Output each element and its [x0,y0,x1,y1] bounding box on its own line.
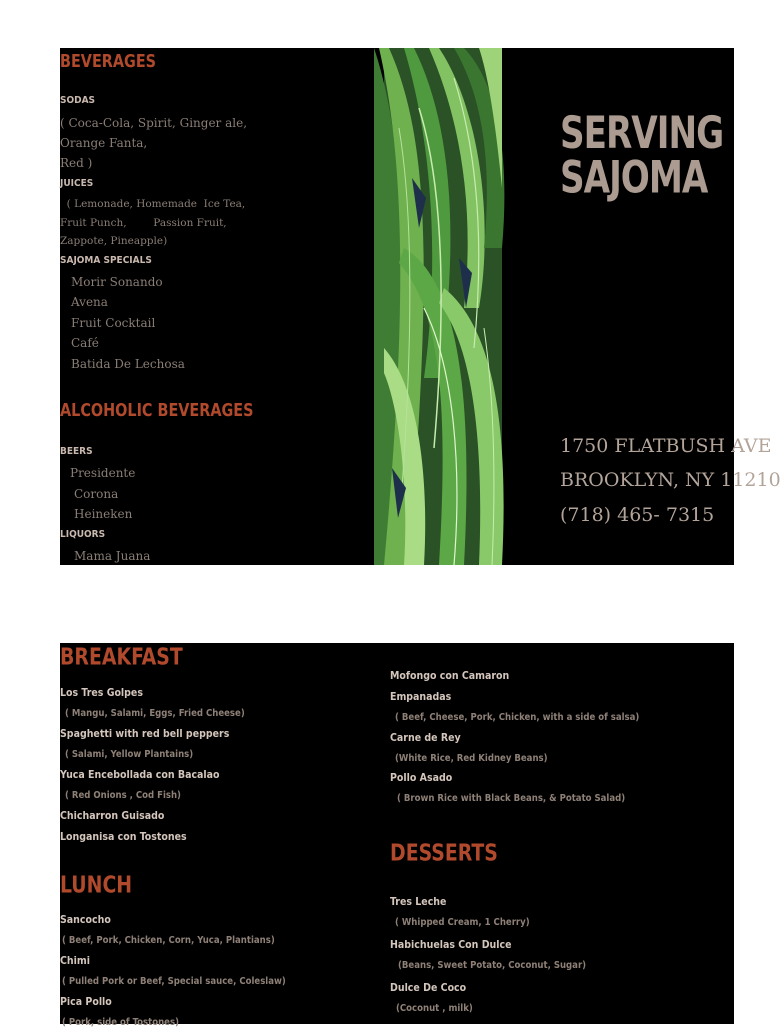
lunch-item: Pica Pollo [60,996,112,1008]
phone-number: (718) 465- 7315 [560,504,715,526]
special-item: Morir Sonando [71,275,163,289]
menu-food-panel [60,643,734,1028]
liquors-label: LIQUORS [60,529,106,540]
restaurant-name-line-2: SAJOMA [560,151,708,204]
special-item: Avena [71,295,108,309]
breakfast-item: Yuca Encebollada con Bacalao [60,769,220,781]
lunch-item: Empanadas [390,691,452,703]
lunch-item: Carne de Rey [390,732,461,744]
restaurant-name-line-1: SERVING [560,106,724,159]
breakfast-item-desc: ( Salami, Yellow Plantains) [65,749,194,760]
liquor-item: Mama Juana [74,549,151,563]
special-item: Batida De Lechosa [71,357,185,371]
sodas-line-1: ( Coca-Cola, Spirit, Ginger ale, [60,116,248,130]
menu-cover-panel [60,48,781,565]
lunch-item-desc: ( Beef, Pork, Chicken, Corn, Yuca, Plantians) [62,935,275,946]
beverages-heading: BEVERAGES [60,50,157,72]
beers-label: BEERS [60,446,93,457]
juices-line-1: ( Lemonade, Homemade Ice Tea, [60,198,246,210]
dessert-item: Habichuelas Con Dulce [390,939,512,951]
dessert-item-desc: (Beans, Sweet Potato, Coconut, Sugar) [398,960,587,971]
breakfast-item: Longanisa con Tostones [60,831,187,843]
lunch-item: Pollo Asado [390,772,453,784]
lunch-item-desc: ( Pork, side of Tostones) [62,1017,179,1028]
special-item: Café [71,336,99,350]
lunch-item: Mofongo con Camaron [390,670,510,682]
breakfast-item: Chicharron Guisado [60,810,165,822]
lunch-item-desc: ( Pulled Pork or Beef, Special sauce, Coleslaw) [62,976,286,987]
street-address: 1750 FLATBUSH AVE [560,435,772,457]
dessert-item-desc: (Coconut , milk) [396,1003,473,1014]
lunch-item-desc: ( Beef, Cheese, Pork, Chicken, with a side of salsa) [395,712,640,723]
special-item: Fruit Cocktail [71,316,156,330]
breakfast-item: Spaghetti with red bell peppers [60,728,230,740]
sodas-line-2: Orange Fanta, [60,136,148,150]
dessert-item-desc: ( Whipped Cream, 1 Cherry) [395,917,530,928]
lunch-item-desc: (White Rice, Red Kidney Beans) [395,753,548,764]
beer-item: Corona [74,487,119,501]
desserts-heading: DESSERTS [390,839,498,866]
sodas-line-3: Red ) [60,156,93,170]
banana-leaf-image [384,48,502,565]
breakfast-item-desc: ( Mangu, Salami, Eggs, Fried Cheese) [65,708,245,719]
beer-item: Presidente [70,466,136,480]
lunch-item-desc: ( Brown Rice with Black Beans, & Potato Salad) [397,793,626,804]
dessert-item: Tres Leche [390,896,447,908]
lunch-item: Sancocho [60,914,111,926]
sodas-label: SODAS [60,95,96,106]
juices-label: JUICES [60,178,94,189]
breakfast-heading: BREAKFAST [60,643,183,670]
banana-leaf-illustration [384,48,502,565]
restaurant-name [560,106,724,204]
breakfast-item-desc: ( Red Onions , Cod Fish) [65,790,181,801]
city-state-zip: BROOKLYN, NY 11210 [560,469,781,491]
specials-label: SAJOMA SPECIALS [60,255,152,266]
juices-line-2: Fruit Punch, Passion Fruit, [60,217,227,229]
lunch-item: Chimi [60,955,90,967]
alcoholic-heading: ALCOHOLIC BEVERAGES [60,399,254,421]
lunch-heading: LUNCH [60,871,133,898]
dessert-item: Dulce De Coco [390,982,467,994]
beer-item: Heineken [74,507,133,521]
breakfast-item: Los Tres Golpes [60,687,143,699]
juices-line-3: Zappote, Pineapple) [60,235,168,247]
